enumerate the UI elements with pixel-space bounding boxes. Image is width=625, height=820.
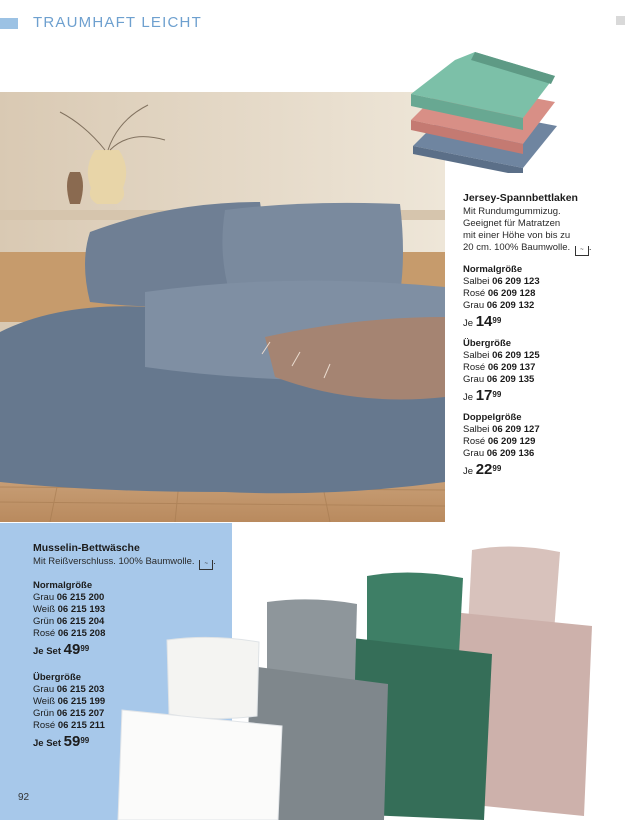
musselin-desc: Mit Reißverschluss. 100% Baumwolle. ~ . xyxy=(33,556,223,570)
corner-marker xyxy=(616,16,625,25)
article-row: Rosé 06 209 128 xyxy=(463,288,536,299)
fitted-sheets-photo xyxy=(405,48,565,173)
size-title: Doppelgröße xyxy=(463,412,522,423)
header-accent-bar xyxy=(0,18,18,29)
price-tag: Je $22^{99}$ xyxy=(463,461,502,478)
article-row: Weiß 06 215 193 xyxy=(33,604,106,615)
price-tag: Je Set $49^{99}$ xyxy=(33,641,90,658)
size-title: Normalgröße xyxy=(463,264,523,275)
article-row: Grau 06 209 135 xyxy=(463,374,535,385)
article-row: Grau 06 215 200 xyxy=(33,592,105,603)
article-row: Salbei 06 209 123 xyxy=(463,276,540,287)
musselin-product-info xyxy=(33,542,223,750)
price-tag: Je Set $59^{99}$ xyxy=(33,733,90,750)
wash-care-icon: ~ xyxy=(575,246,589,256)
article-row: Grau 06 209 132 xyxy=(463,300,535,311)
jersey-desc-line: 20 cm. 100% Baumwolle. ~ . xyxy=(463,242,623,256)
page-title: TRAUMHAFT LEICHT xyxy=(33,14,202,31)
page-number: 92 xyxy=(18,792,30,803)
article-row: Weiß 06 215 199 xyxy=(33,696,106,707)
jersey-desc-line: Geeignet für Matratzen xyxy=(463,218,561,229)
article-row: Grau 06 209 136 xyxy=(463,448,535,459)
article-row: Rosé 06 209 137 xyxy=(463,362,536,373)
article-row: Grün 06 215 207 xyxy=(33,708,105,719)
price-tag: Je $14^{99}$ xyxy=(463,313,502,330)
jersey-title: Jersey-Spannbettlaken xyxy=(463,192,578,204)
article-row: Grau 06 215 203 xyxy=(33,684,105,695)
bedroom-photo xyxy=(0,92,445,522)
article-row: Salbei 06 209 127 xyxy=(463,424,540,435)
article-row: Rosé 06 215 208 xyxy=(33,628,106,639)
wash-care-icon: ~ xyxy=(199,560,213,570)
article-row: Grün 06 215 204 xyxy=(33,616,105,627)
size-title: Übergröße xyxy=(33,672,82,683)
price-tag: Je $17^{99}$ xyxy=(463,387,502,404)
jersey-desc-line: Mit Rundumgummizug. xyxy=(463,206,561,217)
jersey-product-info xyxy=(463,192,623,478)
musselin-title: Musselin-Bettwäsche xyxy=(33,542,140,554)
article-row: Rosé 06 215 211 xyxy=(33,720,105,731)
size-title: Normalgröße xyxy=(33,580,93,591)
article-row: Salbei 06 209 125 xyxy=(463,350,540,361)
article-row: Rosé 06 209 129 xyxy=(463,436,536,447)
size-title: Übergröße xyxy=(463,338,512,349)
jersey-desc-line: mit einer Höhe von bis zu xyxy=(463,230,571,241)
